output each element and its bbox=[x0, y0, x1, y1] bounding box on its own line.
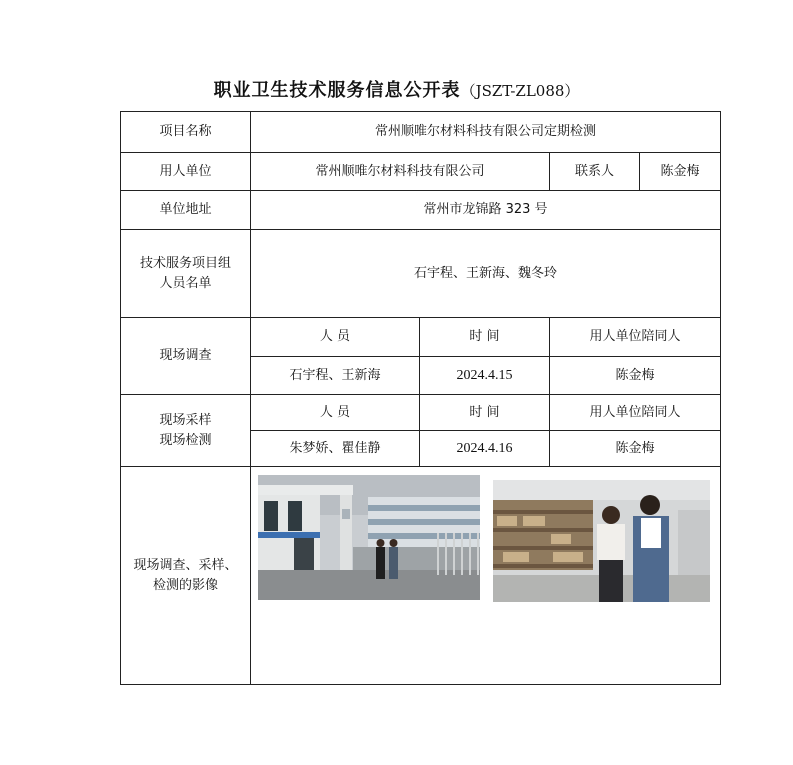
address-label: 单位地址 bbox=[121, 191, 251, 230]
contact-label: 联系人 bbox=[550, 153, 640, 191]
row-address bbox=[121, 191, 721, 230]
row-team bbox=[121, 230, 721, 318]
sampling-col-time: 时 间 bbox=[420, 395, 550, 431]
sampling-label-line2: 现场检测 bbox=[159, 432, 212, 448]
info-table bbox=[120, 111, 721, 685]
sampling-escort: 陈金梅 bbox=[550, 431, 721, 467]
row-employer bbox=[121, 153, 721, 191]
sampling-date: 2024.4.16 bbox=[420, 431, 550, 467]
form-code: （JSZT-ZL088） bbox=[460, 82, 580, 100]
team-value: 石宇程、王新海、魏冬玲 bbox=[251, 230, 721, 318]
sampling-col-staff: 人 员 bbox=[251, 395, 420, 431]
images-label-line1: 现场调查、采样、 bbox=[133, 557, 238, 573]
survey-staff: 石宇程、王新海 bbox=[251, 357, 420, 395]
page-title bbox=[0, 76, 793, 102]
survey-escort: 陈金梅 bbox=[550, 357, 721, 395]
team-label-line2: 人员名单 bbox=[159, 275, 212, 291]
employer-value: 常州顺唯尔材料科技有限公司 bbox=[251, 153, 550, 191]
row-project-name bbox=[121, 112, 721, 153]
images-label-line2: 检测的影像 bbox=[152, 577, 218, 593]
project-name-label: 项目名称 bbox=[121, 112, 251, 153]
sampling-col-escort: 用人单位陪同人 bbox=[550, 395, 721, 431]
contact-value: 陈金梅 bbox=[640, 153, 721, 191]
sampling-staff: 朱梦娇、瞿佳静 bbox=[251, 431, 420, 467]
site-photo-warehouse bbox=[493, 480, 710, 602]
title-text: 职业卫生技术服务信息公开表 bbox=[213, 80, 461, 101]
project-name-value: 常州顺唯尔材料科技有限公司定期检测 bbox=[251, 112, 721, 153]
address-value: 常州市龙锦路 323 号 bbox=[251, 191, 721, 230]
site-photo-gate bbox=[258, 475, 480, 600]
survey-col-staff: 人 员 bbox=[251, 318, 420, 357]
images-label bbox=[121, 467, 251, 685]
sampling-label-line1: 现场采样 bbox=[159, 412, 212, 428]
images-cell bbox=[251, 467, 721, 685]
team-label-line1: 技术服务项目组 bbox=[139, 255, 231, 271]
survey-date: 2024.4.15 bbox=[420, 357, 550, 395]
row-survey-header bbox=[121, 318, 721, 357]
row-sampling-header bbox=[121, 395, 721, 431]
survey-label: 现场调查 bbox=[121, 318, 251, 395]
sampling-label bbox=[121, 395, 251, 467]
team-label bbox=[121, 230, 251, 318]
row-images bbox=[121, 467, 721, 685]
survey-col-escort: 用人单位陪同人 bbox=[550, 318, 721, 357]
survey-col-time: 时 间 bbox=[420, 318, 550, 357]
employer-label: 用人单位 bbox=[121, 153, 251, 191]
